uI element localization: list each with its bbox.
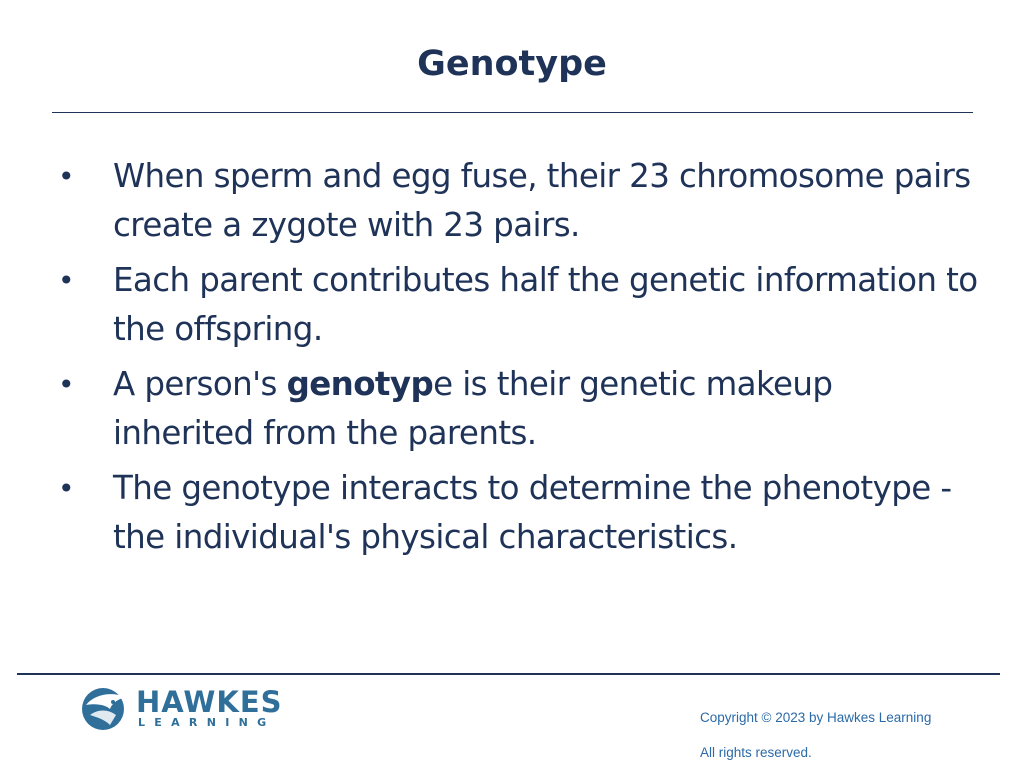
bullet-text: The genotype interacts to determine the phenotype - the individual's physical characteristics.	[113, 469, 952, 556]
bullet-item	[58, 360, 978, 458]
bullet-text: When sperm and egg fuse, their 23 chromosome pairs create a zygote with 23 pairs.	[113, 157, 971, 244]
bullet-icon: •	[58, 368, 74, 401]
bullet-icon: •	[58, 264, 74, 297]
footer-divider	[17, 673, 1000, 675]
title-divider	[52, 112, 973, 113]
bullet-text-bold: genotyp	[286, 365, 434, 403]
copyright-text: Copyright © 2023 by Hawkes Learning	[700, 710, 932, 725]
hawk-head-icon	[80, 685, 128, 731]
bullet-item	[58, 256, 978, 354]
logo-subtitle: LEARNING	[138, 716, 276, 729]
hawkes-learning-logo	[80, 685, 290, 731]
bullet-text-post: e is their genetic makeup inherited from the parents.	[113, 365, 833, 452]
bullet-list	[58, 152, 978, 568]
bullet-text-pre: A person's	[113, 365, 287, 403]
bullet-icon: •	[58, 160, 74, 193]
bullet-item	[58, 152, 978, 250]
bullet-text: Each parent contributes half the genetic information to the offspring.	[113, 261, 978, 348]
rights-text: All rights reserved.	[700, 745, 812, 760]
bullet-icon: •	[58, 472, 74, 505]
bullet-item	[58, 464, 978, 562]
logo-wordmark: HAWKES	[136, 685, 283, 719]
slide-title: Genotype	[417, 44, 607, 84]
